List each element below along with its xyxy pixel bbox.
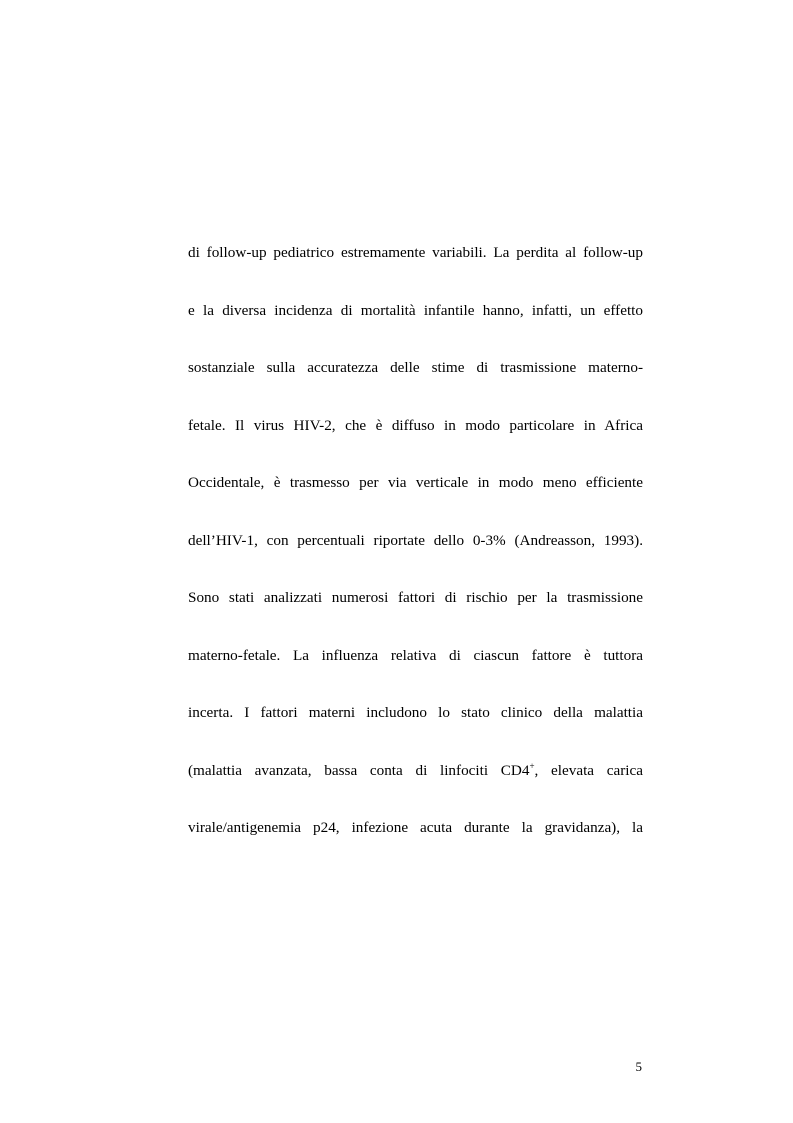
text-line: virale/antigenemia p24, infezione acuta durante la gravidanza), la [188, 819, 643, 836]
text-line: sostanziale sulla accuratezza delle stime di trasmissione materno- [188, 359, 643, 376]
superscript-plus: + [529, 760, 535, 771]
text-line: di follow-up pediatrico estremamente variabili. La perdita al follow-up [188, 244, 643, 261]
text-line: fetale. Il virus HIV-2, che è diffuso in modo particolare in Africa [188, 416, 643, 434]
text-line [188, 761, 643, 781]
text-line: incerta. I fattori materni includono lo stato clinico della malattia [188, 704, 643, 721]
text-line: materno-fetale. La influenza relativa di ciascun fattore è tuttora [188, 646, 643, 664]
text-line: dell’HIV-1, con percentuali riportate dello 0-3% (Andreasson, 1993). [188, 531, 643, 549]
text-line: e la diversa incidenza di mortalità infantile hanno, infatti, un effetto [188, 301, 643, 319]
text-segment: , elevata carica [534, 761, 643, 779]
text-line: Sono stati analizzati numerosi fattori di rischio per la trasmissione [188, 589, 643, 606]
text-segment: (malattia avanzata, bassa conta di linfociti CD4 [188, 761, 530, 779]
page-number: 5 [635, 1059, 642, 1074]
text-line: Occidentale, è trasmesso per via verticale in modo meno efficiente [188, 474, 643, 491]
